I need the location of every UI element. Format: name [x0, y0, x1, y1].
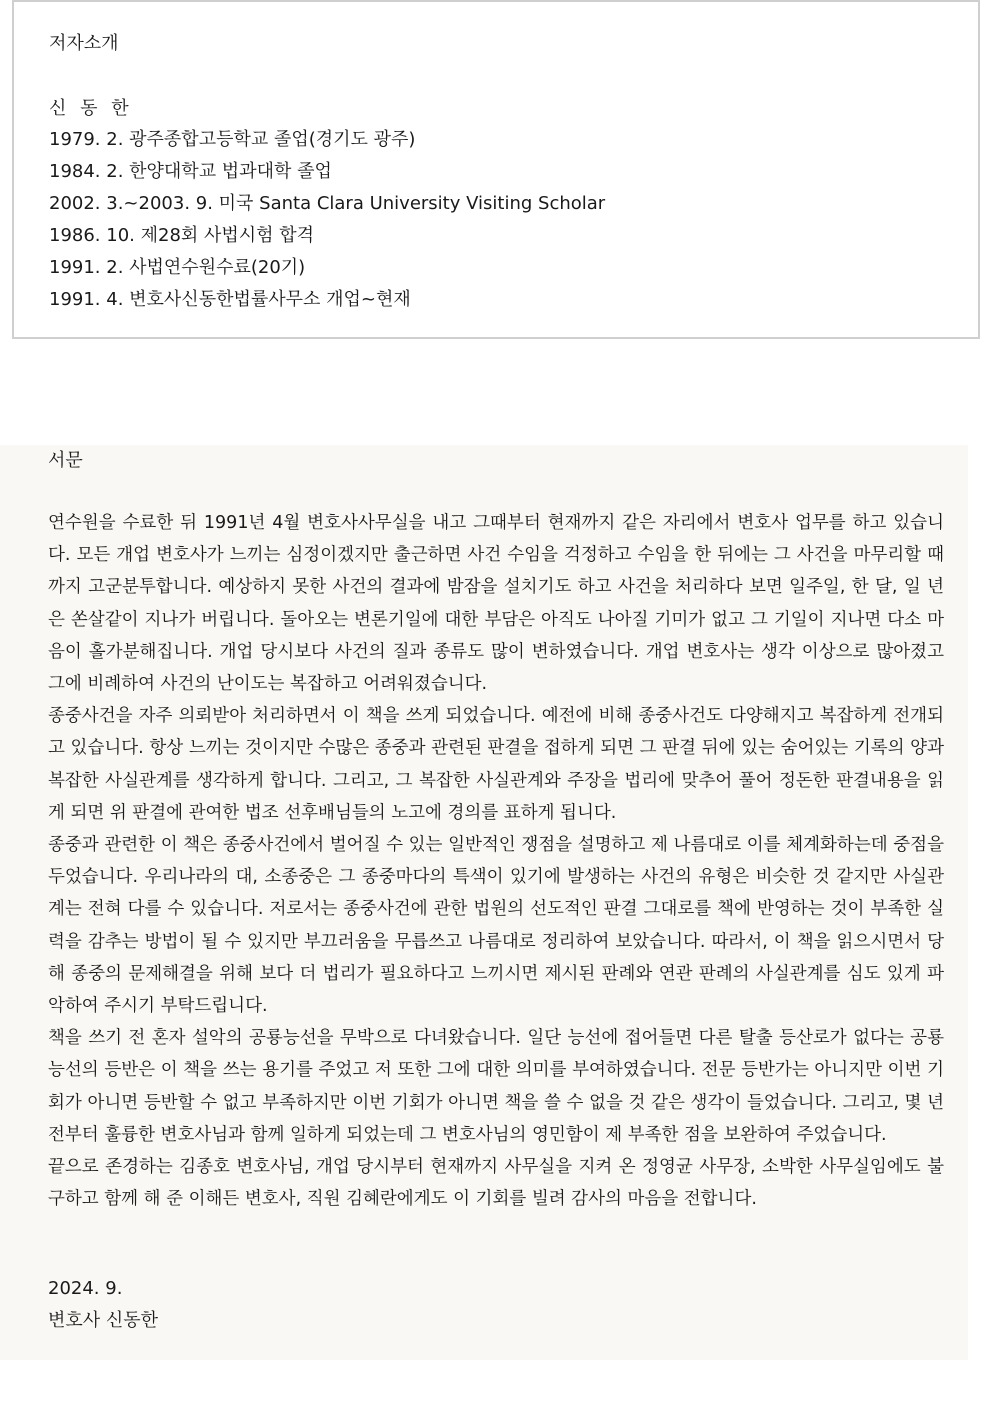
career-item: 1979. 2. 광주종합고등학교 졸업(경기도 광주) [49, 129, 416, 150]
preface-paragraph: 연수원을 수료한 뒤 1991년 4월 변호사사무실을 내고 그때부터 현재까지 같은 자리에서 변호사 업무를 하고 있습니다. 모든 개업 변호사가 느끼는 심정이겠지만 출근하면 사건 수임을 걱정하고 수임을 한 뒤에는 그 사건을 마무리할 때까지 고군분투합니다. 예상하지 못한 사건의 결과에 밤잠을 설치기도 하고 사건을 처리하다 보면 일주일, 한 달, 일 년은 쏜살같이 지나가 버립니다. 돌아오는 변론기일에 대한 부담은 아직도 나아질 기미가 없고 그 기일이 지나면 다소 마음이 홀가분해집니다. 개업 당시보다 사건의 질과 종류도 많이 변하였습니다. 개업 변호사는 생각 이상으로 많아졌고 그에 비례하여 사건의 난이도는 복잡하고 어려워졌습니다. [48, 513, 944, 695]
preface-body [48, 507, 944, 1215]
author-career-list [49, 124, 605, 316]
author-intro-heading: 저자소개 [49, 33, 119, 54]
preface-paragraph: 종중과 관련한 이 책은 종중사건에서 벌어질 수 있는 일반적인 쟁점을 설명하고 제 나름대로 이를 체계화하는데 중점을 두었습니다. 우리나라의 대, 소종중은 그 종중마다의 특색이 있기에 발생하는 사건의 유형은 비슷한 것 같지만 사실관계는 전혀 다를 수 있습니다. 저로서는 종중사건에 관한 법원의 선도적인 판결 그대로를 책에 반영하는 것이 부족한 실력을 감추는 방법이 될 수 있지만 부끄러움을 무릅쓰고 나름대로 정리하여 보았습니다. 따라서, 이 책을 읽으시면서 당해 종중의 문제해결을 위해 보다 더 법리가 필요하다고 느끼시면 제시된 판례와 연관 판례의 사실관계를 심도 있게 파악하여 주시기 부탁드립니다. [48, 835, 944, 1017]
preface-section [0, 445, 968, 1360]
author-intro-box [12, 0, 980, 339]
career-item: 2002. 3.~2003. 9. 미국 Santa Clara University Visiting Scholar [49, 193, 606, 214]
career-item: 1984. 2. 한양대학교 법과대학 졸업 [49, 161, 332, 182]
preface-heading: 서문 [48, 450, 83, 471]
preface-paragraph: 책을 쓰기 전 혼자 설악의 공룡능선을 무박으로 다녀왔습니다. 일단 능선에 접어들면 다른 탈출 등산로가 없다는 공룡능선의 등반은 이 책을 쓰는 용기를 주었고 저 또한 그에 대한 의미를 부여하였습니다. 전문 등반가는 아니지만 이번 기회가 아니면 등반할 수 없고 부족하지만 이번 기회가 아니면 책을 쓸 수 없을 것 같은 생각이 들었습니다. 그리고, 몇 년 전부터 훌륭한 변호사님과 함께 일하게 되었는데 그 변호사님의 영민함이 제 부족한 점을 보완하여 주었습니다. [48, 1028, 944, 1145]
preface-paragraph: 끝으로 존경하는 김종호 변호사님, 개업 당시부터 현재까지 사무실을 지켜 온 정영균 사무장, 소박한 사무실임에도 불구하고 함께 해 준 이해든 변호사, 직원 김혜란에게도 이 기회를 빌려 감사의 마음을 전합니다. [48, 1157, 944, 1210]
preface-paragraph: 종중사건을 자주 의뢰받아 처리하면서 이 책을 쓰게 되었습니다. 예전에 비해 종중사건도 다양해지고 복잡하게 전개되고 있습니다. 항상 느끼는 것이지만 수많은 종중과 관련된 판결을 접하게 되면 그 판결 뒤에 있는 숨어있는 기록의 양과 복잡한 사실관계를 생각하게 합니다. 그리고, 그 복잡한 사실관계와 주장을 법리에 맞추어 풀어 정돈한 판결내용을 읽게 되면 위 판결에 관여한 법조 선후배님들의 노고에 경의를 표하게 됩니다. [48, 706, 944, 823]
author-name: 신 동 한 [49, 98, 133, 119]
career-item: 1986. 10. 제28회 사법시험 합격 [49, 225, 315, 246]
career-item: 1991. 2. 사법연수원수료(20기) [49, 257, 306, 278]
preface-signature: 변호사 신동한 [48, 1310, 159, 1331]
preface-date: 2024. 9. [48, 1278, 123, 1299]
career-item: 1991. 4. 변호사신동한법률사무소 개업~현재 [49, 289, 411, 310]
